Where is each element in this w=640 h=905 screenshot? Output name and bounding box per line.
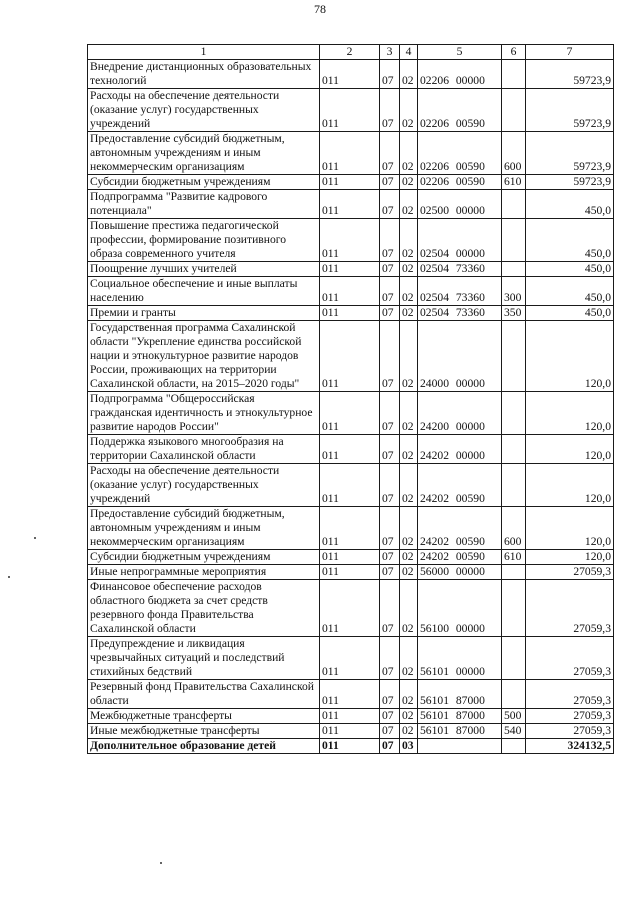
cell-name: Подпрограмма "Развитие кадрового потенциала" — [88, 190, 320, 219]
table-row — [88, 392, 614, 435]
cell-expense-type: 500 — [502, 709, 526, 724]
cell-grbs: 011 — [320, 680, 380, 709]
cell-expense-type — [502, 637, 526, 680]
table-row — [88, 219, 614, 262]
cell-section: 07 — [380, 637, 400, 680]
cell-target-article: 24202 00000 — [418, 435, 502, 464]
cell-name: Иные межбюджетные трансферты — [88, 724, 320, 739]
cell-grbs: 011 — [320, 132, 380, 175]
cell-subsection: 02 — [400, 89, 418, 132]
cell-expense-type — [502, 565, 526, 580]
cell-target-article: 02206 00590 — [418, 175, 502, 190]
cell-expense-type — [502, 464, 526, 507]
cell-grbs: 011 — [320, 565, 380, 580]
cell-section: 07 — [380, 219, 400, 262]
cell-grbs: 011 — [320, 392, 380, 435]
cell-amount: 120,0 — [526, 435, 614, 464]
cell-subsection: 02 — [400, 262, 418, 277]
cell-expense-type — [502, 190, 526, 219]
cell-amount: 450,0 — [526, 277, 614, 306]
cell-section: 07 — [380, 724, 400, 739]
cell-name: Внедрение дистанционных образовательных технологий — [88, 60, 320, 89]
cell-expense-type — [502, 739, 526, 754]
cell-target-article: 02504 73360 — [418, 277, 502, 306]
column-header-grbs: 2 — [320, 45, 380, 60]
cell-name: Предоставление субсидий бюджетным, автономным учреждениям и иным некоммерческим организациям — [88, 507, 320, 550]
cell-grbs: 011 — [320, 724, 380, 739]
cell-subsection: 02 — [400, 132, 418, 175]
cell-target-article: 24202 00590 — [418, 464, 502, 507]
cell-grbs: 011 — [320, 175, 380, 190]
cell-name: Премии и гранты — [88, 306, 320, 321]
cell-target-article: 24202 00590 — [418, 507, 502, 550]
cell-name: Государственная программа Сахалинской области "Укрепление единства российской нации и этнокультурное развитие народов России, проживающих на территории Сахалинской области, на 2015–2020 годы" — [88, 321, 320, 392]
cell-section: 07 — [380, 435, 400, 464]
table-row — [88, 637, 614, 680]
cell-expense-type: 540 — [502, 724, 526, 739]
scan-speck — [34, 537, 36, 539]
cell-amount: 27059,3 — [526, 580, 614, 637]
cell-subsection: 02 — [400, 219, 418, 262]
cell-amount: 59723,9 — [526, 175, 614, 190]
cell-section: 07 — [380, 680, 400, 709]
table-row — [88, 132, 614, 175]
cell-subsection: 02 — [400, 709, 418, 724]
column-header-expense-type: 6 — [502, 45, 526, 60]
cell-section: 07 — [380, 277, 400, 306]
cell-name: Повышение престижа педагогической профессии, формирование позитивного образа современного учителя — [88, 219, 320, 262]
cell-section: 07 — [380, 132, 400, 175]
cell-expense-type — [502, 219, 526, 262]
cell-amount: 27059,3 — [526, 637, 614, 680]
cell-subsection: 02 — [400, 637, 418, 680]
table-row — [88, 550, 614, 565]
cell-subsection: 02 — [400, 507, 418, 550]
cell-grbs: 011 — [320, 190, 380, 219]
cell-name: Социальное обеспечение и иные выплаты населению — [88, 277, 320, 306]
cell-target-article: 02206 00590 — [418, 89, 502, 132]
cell-grbs: 011 — [320, 219, 380, 262]
cell-target-article: 56101 87000 — [418, 709, 502, 724]
cell-grbs: 011 — [320, 550, 380, 565]
cell-target-article: 02504 73360 — [418, 306, 502, 321]
table-row — [88, 507, 614, 550]
table-row — [88, 277, 614, 306]
cell-subsection: 02 — [400, 550, 418, 565]
cell-expense-type: 610 — [502, 550, 526, 565]
cell-section: 07 — [380, 739, 400, 754]
cell-expense-type — [502, 262, 526, 277]
cell-expense-type: 300 — [502, 277, 526, 306]
cell-grbs: 011 — [320, 89, 380, 132]
cell-name: Поддержка языкового многообразия на территории Сахалинской области — [88, 435, 320, 464]
cell-name: Предоставление субсидий бюджетным, автономным учреждениям и иным некоммерческим организациям — [88, 132, 320, 175]
cell-expense-type — [502, 60, 526, 89]
cell-expense-type — [502, 680, 526, 709]
table-header-row — [88, 45, 614, 60]
table-row — [88, 89, 614, 132]
cell-name: Иные непрограммные мероприятия — [88, 565, 320, 580]
cell-section: 07 — [380, 306, 400, 321]
cell-grbs: 011 — [320, 709, 380, 724]
cell-name: Подпрограмма "Общероссийская гражданская идентичность и этнокультурное развитие народов России" — [88, 392, 320, 435]
cell-grbs: 011 — [320, 637, 380, 680]
cell-expense-type — [502, 580, 526, 637]
cell-section: 07 — [380, 464, 400, 507]
cell-expense-type — [502, 321, 526, 392]
cell-amount: 27059,3 — [526, 565, 614, 580]
cell-subsection: 02 — [400, 175, 418, 190]
cell-grbs: 011 — [320, 321, 380, 392]
cell-name: Расходы на обеспечение деятельности (оказание услуг) государственных учреждений — [88, 89, 320, 132]
cell-expense-type: 600 — [502, 507, 526, 550]
cell-expense-type: 350 — [502, 306, 526, 321]
cell-target-article: 02504 00000 — [418, 219, 502, 262]
cell-section: 07 — [380, 321, 400, 392]
budget-table — [87, 44, 614, 754]
scan-speck — [160, 862, 162, 864]
cell-amount: 450,0 — [526, 219, 614, 262]
cell-name: Резервный фонд Правительства Сахалинской области — [88, 680, 320, 709]
cell-name: Предупреждение и ликвидация чрезвычайных ситуаций и последствий стихийных бедствий — [88, 637, 320, 680]
cell-section: 07 — [380, 175, 400, 190]
cell-grbs: 011 — [320, 435, 380, 464]
cell-grbs: 011 — [320, 306, 380, 321]
cell-expense-type — [502, 392, 526, 435]
cell-amount: 450,0 — [526, 190, 614, 219]
cell-grbs: 011 — [320, 262, 380, 277]
cell-name: Поощрение лучших учителей — [88, 262, 320, 277]
table-body — [88, 60, 614, 754]
column-header-subsection: 4 — [400, 45, 418, 60]
cell-amount: 59723,9 — [526, 60, 614, 89]
cell-target-article: 02500 00000 — [418, 190, 502, 219]
table-row — [88, 262, 614, 277]
cell-grbs: 011 — [320, 60, 380, 89]
cell-section: 07 — [380, 709, 400, 724]
column-header-target-article: 5 — [418, 45, 502, 60]
cell-amount: 59723,9 — [526, 132, 614, 175]
cell-subsection: 02 — [400, 60, 418, 89]
cell-expense-type — [502, 89, 526, 132]
cell-grbs: 011 — [320, 739, 380, 754]
table-row — [88, 190, 614, 219]
cell-name: Финансовое обеспечение расходов областного бюджета за счет средств резервного фонда Правительства Сахалинской области — [88, 580, 320, 637]
table-row — [88, 724, 614, 739]
cell-subsection: 02 — [400, 464, 418, 507]
cell-expense-type — [502, 435, 526, 464]
cell-subsection: 03 — [400, 739, 418, 754]
cell-section: 07 — [380, 580, 400, 637]
cell-target-article — [418, 739, 502, 754]
cell-subsection: 02 — [400, 680, 418, 709]
column-header-name: 1 — [88, 45, 320, 60]
cell-name: Расходы на обеспечение деятельности (оказание услуг) государственных учреждений — [88, 464, 320, 507]
table-row — [88, 580, 614, 637]
scan-speck — [8, 576, 10, 578]
cell-section: 07 — [380, 392, 400, 435]
cell-amount: 120,0 — [526, 507, 614, 550]
cell-section: 07 — [380, 262, 400, 277]
cell-section: 07 — [380, 190, 400, 219]
cell-amount: 120,0 — [526, 321, 614, 392]
cell-subsection: 02 — [400, 392, 418, 435]
cell-name: Дополнительное образование детей — [88, 739, 320, 754]
table-row — [88, 435, 614, 464]
cell-amount: 59723,9 — [526, 89, 614, 132]
cell-amount: 27059,3 — [526, 680, 614, 709]
cell-name: Субсидии бюджетным учреждениям — [88, 550, 320, 565]
cell-section: 07 — [380, 550, 400, 565]
cell-target-article: 56000 00000 — [418, 565, 502, 580]
table-row — [88, 565, 614, 580]
cell-grbs: 011 — [320, 277, 380, 306]
cell-target-article: 24202 00590 — [418, 550, 502, 565]
cell-subsection: 02 — [400, 435, 418, 464]
cell-amount: 120,0 — [526, 392, 614, 435]
table-row — [88, 175, 614, 190]
cell-section: 07 — [380, 60, 400, 89]
cell-subsection: 02 — [400, 565, 418, 580]
cell-target-article: 56100 00000 — [418, 580, 502, 637]
cell-expense-type: 600 — [502, 132, 526, 175]
cell-amount: 324132,5 — [526, 739, 614, 754]
cell-target-article: 02206 00000 — [418, 60, 502, 89]
cell-grbs: 011 — [320, 580, 380, 637]
table-row — [88, 60, 614, 89]
table-row — [88, 321, 614, 392]
cell-target-article: 02504 73360 — [418, 262, 502, 277]
cell-subsection: 02 — [400, 277, 418, 306]
cell-amount: 27059,3 — [526, 709, 614, 724]
cell-target-article: 24200 00000 — [418, 392, 502, 435]
page-number: 78 — [314, 2, 326, 16]
cell-amount: 27059,3 — [526, 724, 614, 739]
table-row — [88, 680, 614, 709]
cell-name: Межбюджетные трансферты — [88, 709, 320, 724]
cell-target-article: 24000 00000 — [418, 321, 502, 392]
cell-amount: 450,0 — [526, 306, 614, 321]
cell-subsection: 02 — [400, 190, 418, 219]
cell-amount: 120,0 — [526, 550, 614, 565]
cell-section: 07 — [380, 565, 400, 580]
cell-grbs: 011 — [320, 507, 380, 550]
column-header-section: 3 — [380, 45, 400, 60]
cell-target-article: 56101 87000 — [418, 680, 502, 709]
table-row — [88, 464, 614, 507]
cell-subsection: 02 — [400, 306, 418, 321]
column-header-amount: 7 — [526, 45, 614, 60]
cell-grbs: 011 — [320, 464, 380, 507]
cell-target-article: 02206 00590 — [418, 132, 502, 175]
cell-target-article: 56101 87000 — [418, 724, 502, 739]
table-row — [88, 306, 614, 321]
cell-target-article: 56101 00000 — [418, 637, 502, 680]
cell-subsection: 02 — [400, 724, 418, 739]
cell-subsection: 02 — [400, 580, 418, 637]
cell-name: Субсидии бюджетным учреждениям — [88, 175, 320, 190]
cell-section: 07 — [380, 89, 400, 132]
cell-expense-type: 610 — [502, 175, 526, 190]
table-row — [88, 709, 614, 724]
cell-section: 07 — [380, 507, 400, 550]
table-total-row — [88, 739, 614, 754]
cell-amount: 450,0 — [526, 262, 614, 277]
cell-subsection: 02 — [400, 321, 418, 392]
cell-amount: 120,0 — [526, 464, 614, 507]
